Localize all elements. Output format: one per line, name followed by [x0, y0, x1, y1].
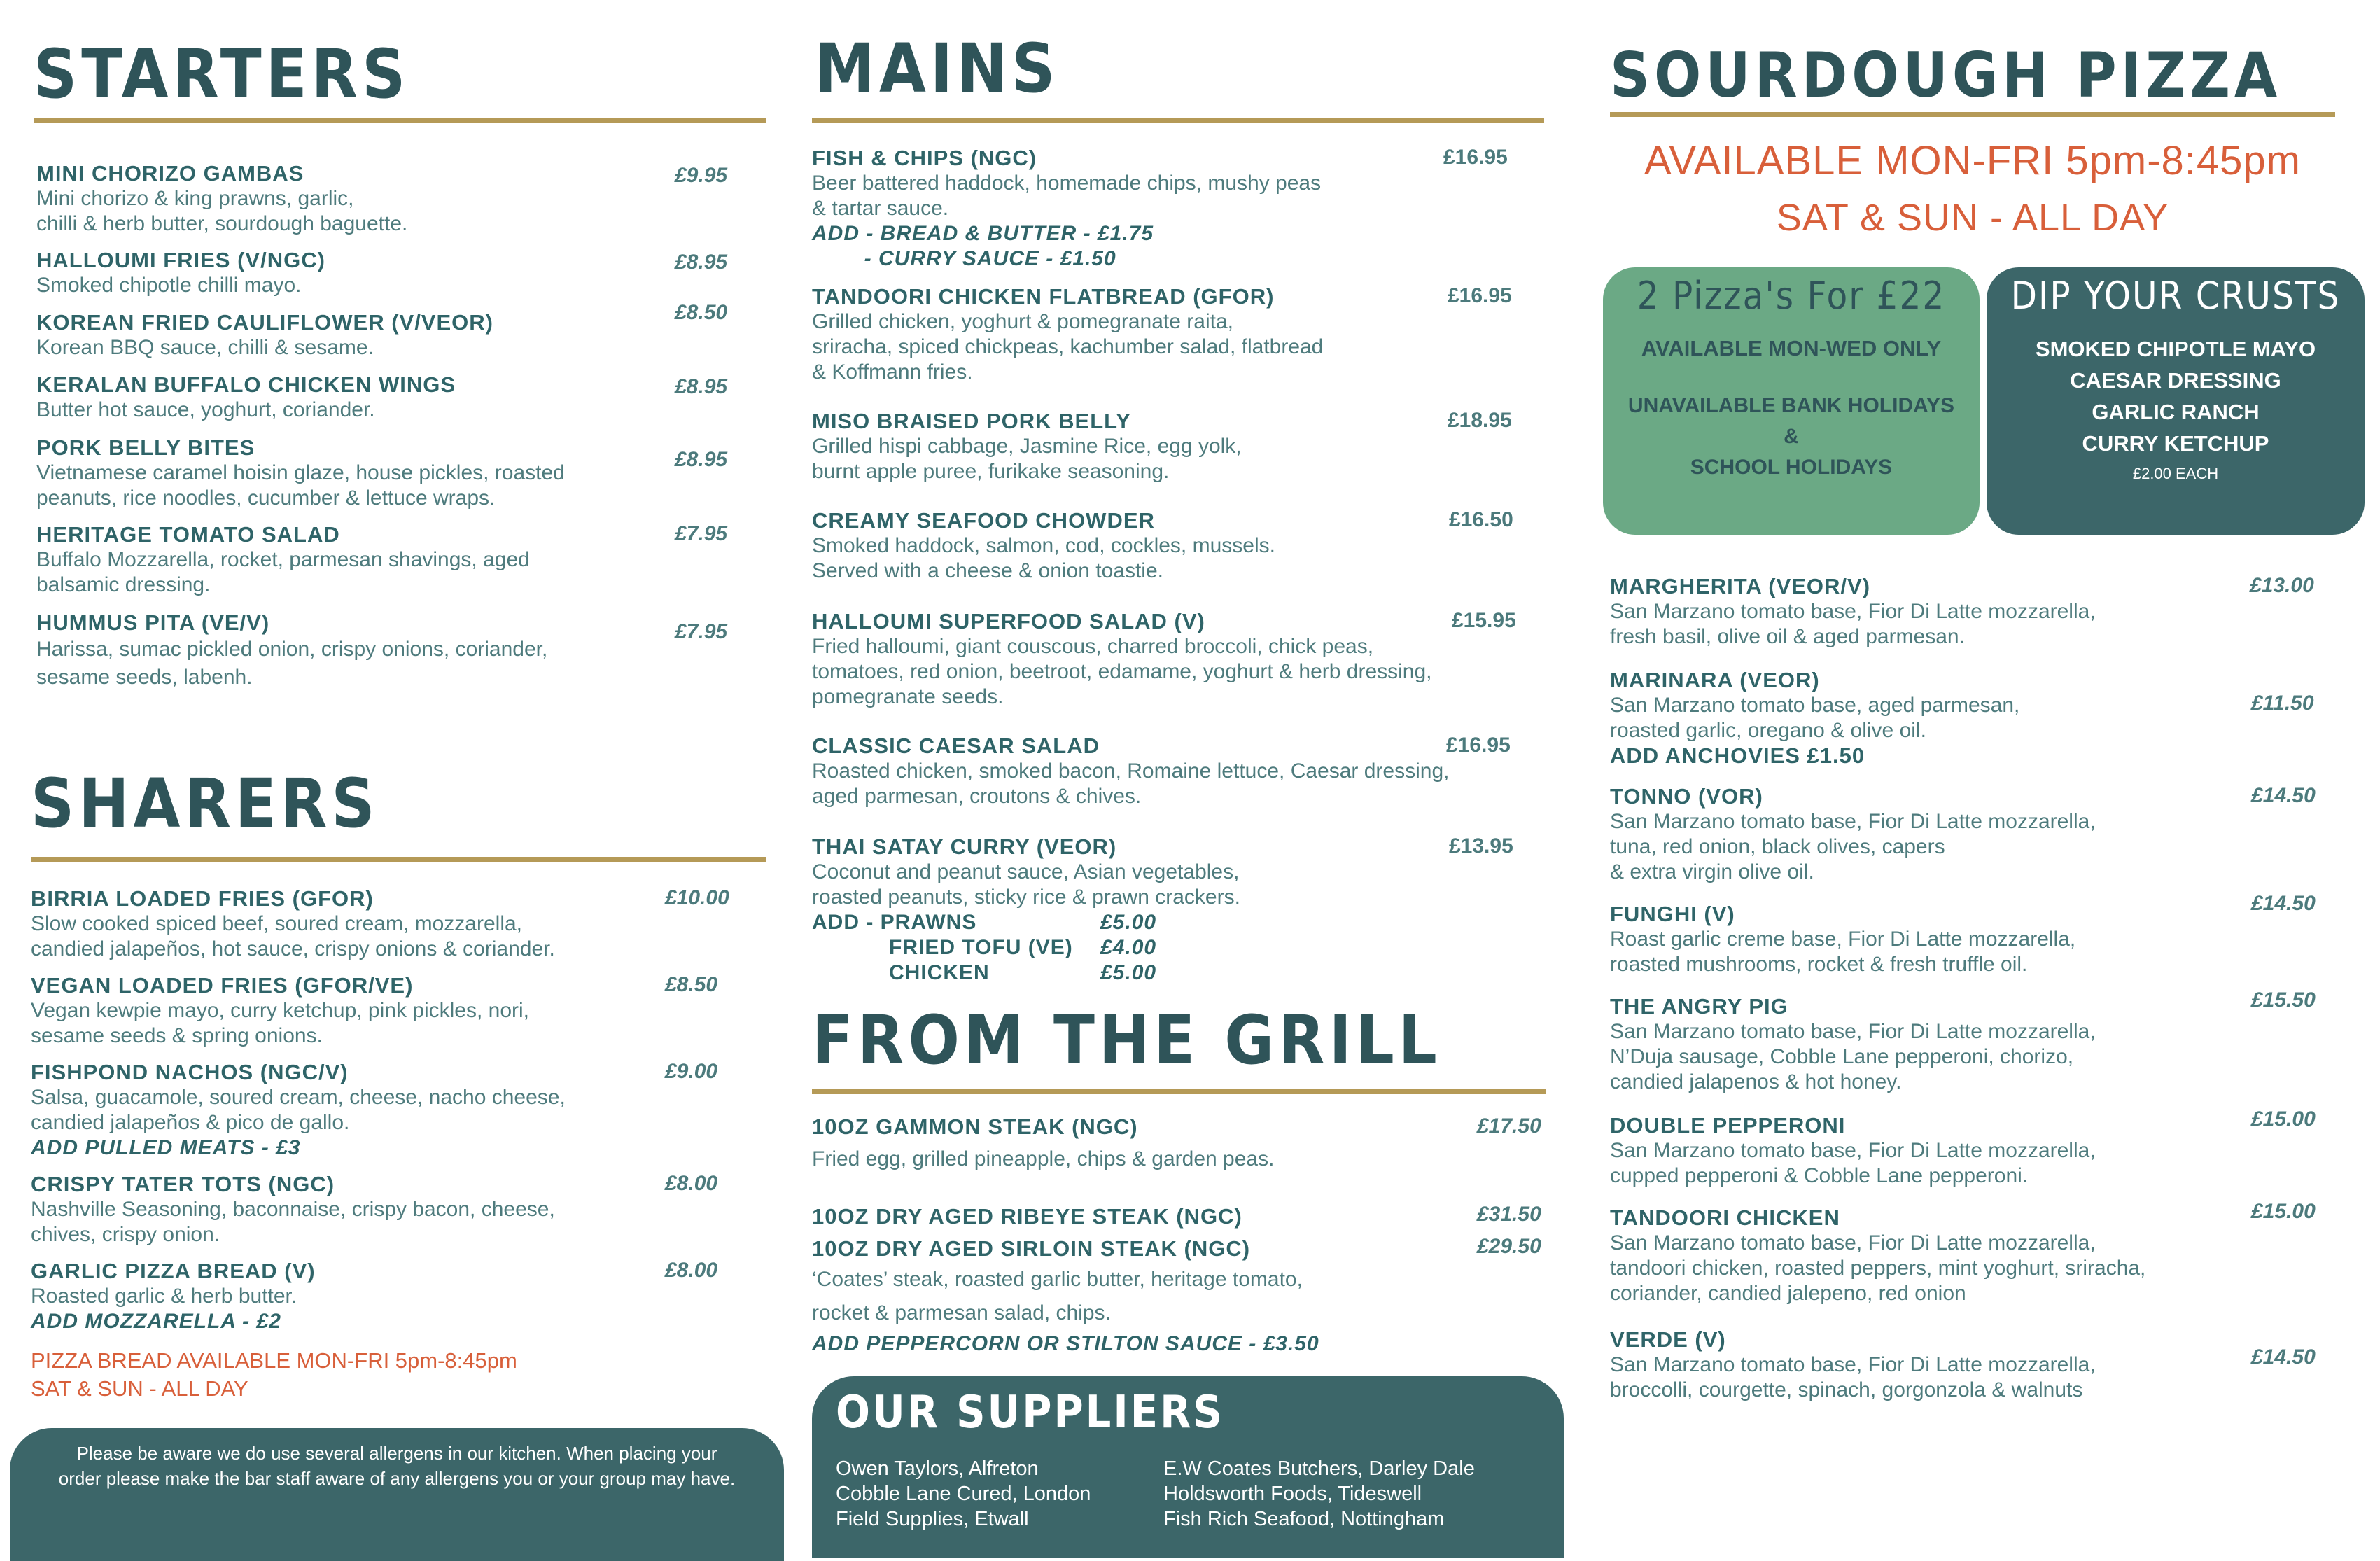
- addon-tofu-label: FRIED TOFU (VE): [889, 936, 1073, 959]
- menu-item: [812, 834, 1240, 910]
- menu-item: [31, 886, 555, 962]
- item-desc: Harissa, sumac pickled onion, crispy onions, coriander, sesame seeds, labenh.: [36, 638, 548, 689]
- item-price: £16.95: [1446, 734, 1511, 757]
- suppliers-heading: OUR SUPPLIERS: [836, 1387, 1224, 1438]
- menu-item: [812, 409, 1242, 484]
- item-desc: San Marzano tomato base, Fior Di Latte mozzarella, fresh basil, olive oil & aged parmesan.: [1610, 600, 2096, 648]
- item-addon: ADD ANCHOVIES £1.50: [1610, 743, 1865, 768]
- item-price: £7.95: [675, 620, 728, 643]
- item-desc: ‘Coates’ steak, roasted garlic butter, heritage tomato, rocket & parmesan salad, chips.: [812, 1268, 1303, 1324]
- item-addon: ADD PEPPERCORN OR STILTON SAUCE - £3.50: [812, 1332, 1320, 1355]
- mains-divider: [812, 118, 1544, 122]
- item-desc: Roast garlic creme base, Fior Di Latte mozzarella, roasted mushrooms, rocket & fresh truffle oil.: [1610, 927, 2076, 976]
- suppliers-banner: [812, 1376, 1564, 1558]
- item-price: £8.00: [665, 1172, 718, 1195]
- item-name: 10OZ DRY AGED SIRLOIN STEAK (NGC): [812, 1236, 1251, 1261]
- item-desc: Vietnamese caramel hoisin glaze, house pickles, roasted peanuts, rice noodles, cucumber & lettuce wraps.: [36, 461, 565, 510]
- mains-heading: MAINS: [815, 29, 1060, 108]
- addon-tofu-price: £4.00: [1100, 936, 1157, 959]
- item-desc: Fried halloumi, giant couscous, charred broccoli, chick peas, tomatoes, red onion, beetroot, edamame, yoghurt & herb dressing, pomegranate seeds.: [812, 635, 1432, 708]
- item-name: HALLOUMI FRIES (V/NGC): [36, 248, 326, 272]
- item-price: £8.95: [675, 251, 728, 274]
- item-name: MISO BRAISED PORK BELLY: [812, 409, 1131, 433]
- pizza-bread-note: [31, 1347, 517, 1403]
- menu-item: [812, 609, 1432, 710]
- item-name: CREAMY SEAFOOD CHOWDER: [812, 508, 1155, 533]
- starters-heading: STARTERS: [34, 35, 410, 113]
- item-price: £8.00: [665, 1259, 718, 1282]
- dip-title: DIP YOUR CRUSTS: [2010, 274, 2341, 318]
- item-name: GARLIC PIZZA BREAD (V): [31, 1259, 316, 1283]
- item-name: 10OZ DRY AGED RIBEYE STEAK (NGC): [812, 1204, 1242, 1228]
- menu-item: [31, 973, 529, 1049]
- dip-price: £2.00 EACH: [2132, 465, 2219, 482]
- addon-chicken-label: CHICKEN: [889, 961, 990, 984]
- pizza-bread-hours: PIZZA BREAD AVAILABLE MON-FRI 5pm-8:45pm: [31, 1348, 517, 1373]
- deal-availability: AVAILABLE MON-WED ONLY: [1641, 336, 1942, 360]
- item-name: HALLOUMI SUPERFOOD SALAD (V): [812, 609, 1205, 634]
- sharers-divider: [31, 857, 766, 862]
- item-price: £15.50: [2251, 988, 2316, 1011]
- menu-item: [1610, 1113, 2096, 1189]
- addon-prawns-price: £5.00: [1100, 911, 1157, 934]
- item-desc: San Marzano tomato base, Fior Di Latte mozzarella, tuna, red onion, black olives, capers & extra virgin olive oil.: [1610, 810, 2096, 883]
- menu-item: [36, 372, 456, 423]
- menu-item: [36, 522, 530, 598]
- menu-item: [1610, 1327, 2096, 1403]
- item-name: DOUBLE PEPPERONI: [1610, 1113, 1846, 1138]
- item-name: MARINARA (VEOR): [1610, 668, 1820, 692]
- sharers-heading: SHARERS: [31, 764, 379, 843]
- item-desc: Smoked haddock, salmon, cod, cockles, mussels. Served with a cheese & onion toastie.: [812, 534, 1275, 582]
- menu-item: [1610, 994, 2096, 1095]
- item-desc: Smoked chipotle chilli mayo.: [36, 274, 302, 297]
- item-desc: Coconut and peanut sauce, Asian vegetables, roasted peanuts, sticky rice & prawn crackers.: [812, 860, 1240, 909]
- item-name: FISHPOND NACHOS (NGC/V): [31, 1060, 349, 1084]
- pizza-deal-box: [1603, 267, 1980, 535]
- item-desc: Roasted garlic & herb butter.: [31, 1284, 298, 1308]
- menu-item: [36, 435, 565, 511]
- item-price: £17.50: [1477, 1114, 1541, 1138]
- addon-chicken-price: £5.00: [1100, 961, 1157, 984]
- item-name: KOREAN FRIED CAULIFLOWER (V/VEOR): [36, 310, 493, 335]
- item-price: £16.50: [1449, 508, 1513, 531]
- menu-item: [36, 310, 493, 360]
- item-price: £15.00: [2251, 1107, 2316, 1130]
- pizza-heading: SOURDOUGH PIZZA: [1610, 39, 2282, 111]
- item-price: £16.95: [1443, 146, 1508, 169]
- deal-exclusions: UNAVAILABLE BANK HOLIDAYS & SCHOOL HOLIDAYS: [1628, 394, 1955, 479]
- item-desc: Buffalo Mozzarella, rocket, parmesan shavings, aged balsamic dressing.: [36, 548, 530, 596]
- item-price: £8.95: [675, 448, 728, 471]
- menu-item: [812, 1114, 1274, 1172]
- item-name: TANDOORI CHICKEN FLATBREAD (GFOR): [812, 284, 1275, 309]
- item-desc: San Marzano tomato base, Fior Di Latte mozzarella, tandoori chicken, roasted peppers, mint yoghurt, sriracha, coriander, candied jalepeno, red onion: [1610, 1231, 2146, 1305]
- suppliers-list-right: E.W Coates Butchers, Darley Dale Holdsworth Foods, Tideswell Fish Rich Seafood, Nottingham: [1163, 1457, 1475, 1530]
- item-price: £8.95: [675, 375, 728, 398]
- item-name: HERITAGE TOMATO SALAD: [36, 522, 340, 547]
- menu-item: [812, 1204, 1320, 1357]
- item-desc: Grilled chicken, yoghurt & pomegranate raita, sriracha, spiced chickpeas, kachumber salad, flatbread & Koffmann fries.: [812, 310, 1324, 384]
- menu-item: [31, 1060, 566, 1161]
- item-name: VEGAN LOADED FRIES (GFOR/VE): [31, 973, 414, 997]
- item-price: £15.95: [1452, 609, 1516, 632]
- item-price: £29.50: [1477, 1235, 1541, 1258]
- menu-item: [1610, 902, 2076, 977]
- item-price: £15.00: [2251, 1200, 2316, 1223]
- addon-prawns-label: ADD - PRAWNS: [812, 911, 977, 934]
- grill-divider: [812, 1089, 1546, 1094]
- item-price: £14.50: [2251, 784, 2316, 807]
- item-price: £7.95: [675, 522, 728, 545]
- item-price: £14.50: [2251, 892, 2316, 915]
- item-name: CRISPY TATER TOTS (NGC): [31, 1172, 335, 1196]
- item-desc: Korean BBQ sauce, chilli & sesame.: [36, 336, 374, 359]
- menu-item: [1610, 1205, 2146, 1306]
- item-name: TANDOORI CHICKEN: [1610, 1205, 1840, 1230]
- item-name: FUNGHI (V): [1610, 902, 1735, 926]
- pizza-weekend: SAT & SUN - ALL DAY: [1776, 197, 2169, 239]
- item-price: £13.00: [2250, 574, 2314, 597]
- item-name: FISH & CHIPS (NGC): [812, 146, 1037, 170]
- item-price: £9.95: [675, 164, 728, 187]
- item-price: £18.95: [1448, 409, 1512, 432]
- menu-item: [812, 284, 1323, 385]
- menu-item: [31, 1172, 555, 1247]
- item-name: THE ANGRY PIG: [1610, 994, 1788, 1018]
- pizza-divider: [1610, 112, 2335, 117]
- item-name: KERALAN BUFFALO CHICKEN WINGS: [36, 372, 456, 397]
- item-name: VERDE (V): [1610, 1327, 1726, 1352]
- dip-box: [1987, 267, 2365, 535]
- item-addon: ADD MOZZARELLA - £2: [31, 1310, 281, 1333]
- menu-item: [36, 248, 326, 298]
- item-desc: San Marzano tomato base, Fior Di Latte mozzarella, N’Duja sausage, Cobble Lane pepperoni, chorizo, candied jalapenos & hot honey.: [1610, 1020, 2096, 1093]
- item-price: £9.00: [665, 1060, 718, 1083]
- item-price: £8.50: [675, 301, 728, 324]
- item-price: £13.95: [1449, 834, 1513, 858]
- item-name: THAI SATAY CURRY (VEOR): [812, 834, 1117, 859]
- menu-item: [1610, 574, 2096, 650]
- pizza-bread-weekend: SAT & SUN - ALL DAY: [31, 1376, 248, 1401]
- dip-list: SMOKED CHIPOTLE MAYO CAESAR DRESSING GARLIC RANCH CURRY KETCHUP: [2035, 337, 2316, 456]
- item-desc: San Marzano tomato base, Fior Di Latte mozzarella, broccolli, courgette, spinach, gorgonzola & walnuts: [1610, 1353, 2096, 1401]
- item-desc: Roasted chicken, smoked bacon, Romaine lettuce, Caesar dressing, aged parmesan, croutons & chives.: [812, 760, 1450, 808]
- item-desc: Slow cooked spiced beef, soured cream, mozzarella, candied jalapeños, hot sauce, crispy onions & coriander.: [31, 912, 555, 960]
- suppliers-list-left: Owen Taylors, Alfreton Cobble Lane Cured, London Field Supplies, Etwall: [836, 1457, 1091, 1530]
- item-desc: San Marzano tomato base, aged parmesan, roasted garlic, oregano & olive oil.: [1610, 694, 2020, 742]
- item-name: HUMMUS PITA (VE/V): [36, 610, 270, 635]
- item-desc: Fried egg, grilled pineapple, chips & garden peas.: [812, 1147, 1275, 1170]
- allergen-banner: [10, 1428, 784, 1561]
- menu-item: [812, 508, 1275, 584]
- menu-item: [36, 610, 547, 692]
- item-desc: Butter hot sauce, yoghurt, coriander.: [36, 398, 375, 421]
- grill-heading: FROM THE GRILL: [812, 1001, 1441, 1079]
- allergen-notice: Please be aware we do use several allergens in our kitchen. When placing your order please make the bar staff aware of any allergens you or your group may have.: [58, 1443, 736, 1489]
- item-desc: San Marzano tomato base, Fior Di Latte mozzarella, cupped pepperoni & Cobble Lane pepperoni.: [1610, 1139, 2096, 1187]
- item-price: £16.95: [1448, 284, 1512, 307]
- deal-title: 2 Pizza's For £22: [1637, 274, 1946, 318]
- item-price: £31.50: [1477, 1203, 1541, 1226]
- item-desc: Beer battered haddock, homemade chips, mushy peas & tartar sauce.: [812, 172, 1322, 220]
- item-price: £14.50: [2251, 1345, 2316, 1368]
- item-price: £11.50: [2251, 692, 2314, 715]
- item-price: £10.00: [665, 886, 729, 909]
- item-price: £8.50: [665, 973, 718, 996]
- item-desc: Vegan kewpie mayo, curry ketchup, pink pickles, nori, sesame seeds & spring onions.: [31, 999, 530, 1047]
- item-name: MARGHERITA (VEOR/V): [1610, 574, 1871, 598]
- item-addon: ADD - BREAD & BUTTER - £1.75 - CURRY SAUCE - £1.50: [812, 222, 1154, 270]
- item-desc: Grilled hispi cabbage, Jasmine Rice, egg yolk, burnt apple puree, furikake seasoning.: [812, 435, 1242, 483]
- item-desc: Mini chorizo & king prawns, garlic, chilli & herb butter, sourdough baguette.: [36, 187, 408, 235]
- menu-item: [1610, 784, 2096, 885]
- item-name: PORK BELLY BITES: [36, 435, 255, 460]
- item-name: 10OZ GAMMON STEAK (NGC): [812, 1114, 1138, 1139]
- item-desc: Salsa, guacamole, soured cream, cheese, nacho cheese, candied jalapeños & pico de gallo.: [31, 1086, 566, 1134]
- menu-item: [31, 1259, 316, 1334]
- item-name: BIRRIA LOADED FRIES (GFOR): [31, 886, 374, 911]
- item-name: MINI CHORIZO GAMBAS: [36, 161, 304, 186]
- pizza-availability: AVAILABLE MON-FRI 5pm-8:45pm: [1644, 138, 2302, 183]
- menu-item: [1610, 668, 2019, 769]
- starters-divider: [34, 118, 766, 122]
- menu-item: [36, 161, 407, 237]
- menu-item: [812, 146, 1321, 272]
- menu-item: [812, 734, 1449, 809]
- item-desc: Nashville Seasoning, baconnaise, crispy bacon, cheese, chives, crispy onion.: [31, 1198, 555, 1246]
- item-name: TONNO (VOR): [1610, 784, 1763, 808]
- item-addon: ADD PULLED MEATS - £3: [31, 1136, 301, 1159]
- item-name: CLASSIC CAESAR SALAD: [812, 734, 1100, 758]
